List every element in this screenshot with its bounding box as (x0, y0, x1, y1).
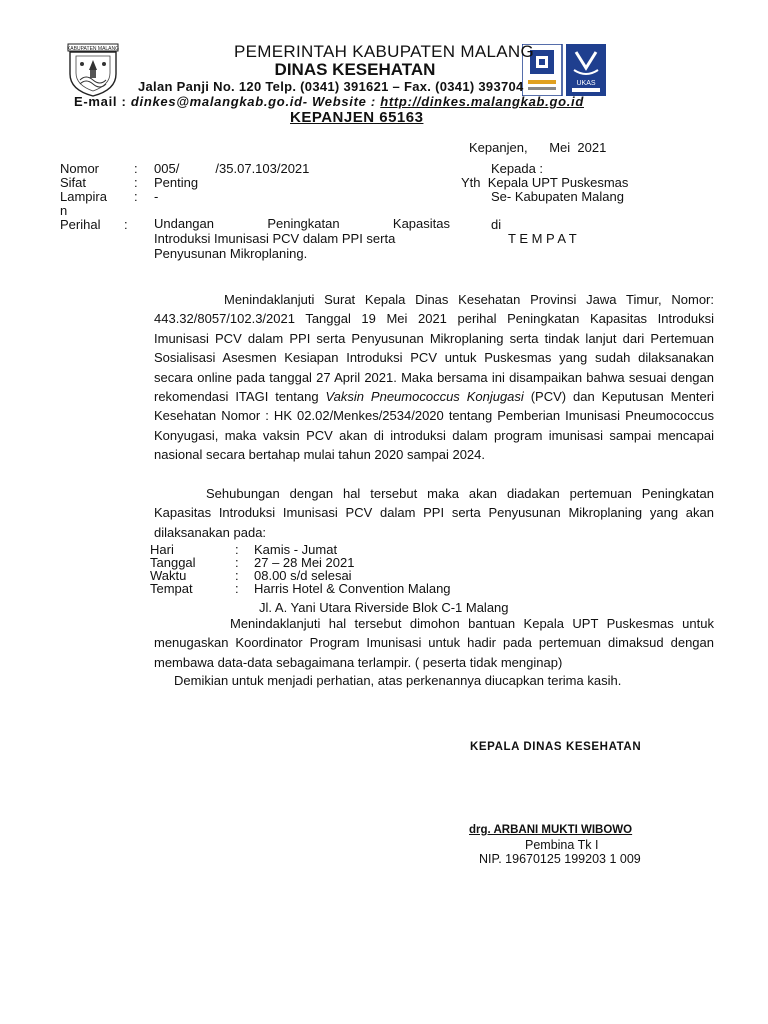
department-name: DINAS KESEHATAN (274, 60, 436, 79)
perihal-colon: : (124, 217, 128, 232)
tempat-sched-colon: : (235, 581, 239, 596)
paragraph-1-text-b: (PCV) dan Keputusan Menteri Kesehatan Nomor : HK 02.02/Menkes/2534/2020 tentang Pemberian Imunisasi Pneumococcus Konyugasi, maka vaksin PCV akan di introduksi dalam program imunisasi sampai mencapai nasional secara bertahap mulai tahun 2020 sampai 2024. (154, 389, 714, 463)
tanggal-label: Tanggal (150, 555, 196, 570)
paragraph-2: Sehubungan dengan hal tersebut maka akan diadakan pertemuan Peningkatan Kapasitas Introduksi Imunisasi PCV dalam PPI serta Penyusunan Mikroplaning yang akan dilaksanakan pada: (154, 486, 714, 540)
paragraph-3: Menindaklanjuti hal tersebut dimohon bantuan Kepala UPT Puskesmas untuk menugaskan Koordinator Program Imunisasi untuk hadir pada pertemuan dimaksud dengan membawa data-data sebagaimana terlampir. ( peserta tidak menginap) (154, 616, 714, 670)
lampiran-colon: : (134, 189, 138, 204)
hari-label: Hari (150, 542, 174, 557)
email-address[interactable]: dinkes@malangkab.go.id (130, 94, 303, 109)
hari-colon: : (235, 542, 239, 557)
sifat-colon: : (134, 175, 138, 190)
tanggal-value: 27 – 28 Mei 2021 (254, 555, 355, 570)
hari-value: Kamis - Jumat (254, 542, 338, 557)
recipient-area: Se- Kabupaten Malang (491, 189, 624, 204)
waktu-value: 08.00 s/d selesai (254, 568, 352, 583)
perihal-subject (154, 216, 450, 261)
email-label: E-mail : (74, 94, 127, 109)
perihal-line-2: Introduksi Imunisasi PCV dalam PPI serta (154, 231, 396, 246)
kepada-label: Kepada : (491, 161, 544, 176)
contact-line (74, 94, 584, 109)
sifat-value: Penting (154, 175, 199, 190)
tempat-sched-label: Tempat (150, 581, 193, 596)
nomor-value: 005/ /35.07.103/2021 (154, 161, 310, 176)
signatory-rank: Pembina Tk I (525, 838, 599, 852)
government-name: PEMERINTAH KABUPATEN MALANG (234, 42, 534, 61)
lampiran-value: - (154, 189, 159, 204)
di-label: di (491, 217, 502, 232)
signatory-nip: NIP. 19670125 199203 1 009 (479, 852, 641, 866)
tempat-sched-value: Harris Hotel & Convention Malang (254, 581, 451, 596)
city-postal: KEPANJEN 65163 (290, 109, 424, 126)
paragraph-1-italic: Vaksin Pneumococcus Konjugasi (325, 389, 524, 405)
svg-text:UKAS: UKAS (576, 80, 596, 87)
paragraph-1 (154, 290, 714, 465)
perihal-word-1: Undangan (154, 216, 214, 231)
waktu-colon: : (235, 568, 239, 583)
lampiran-label-cont: n (60, 203, 68, 218)
tanggal-colon: : (235, 555, 239, 570)
office-address: Jalan Panji No. 120 Telp. (0341) 391621 – Fax. (0341) 393704 (138, 79, 524, 94)
lampiran-label: Lampira (60, 189, 107, 204)
svg-text:KABUPATEN MALANG: KABUPATEN MALANG (66, 46, 120, 52)
paragraph-4: Demikian untuk menjadi perhatian, atas perkenannya diucapkan terima kasih. (174, 673, 622, 688)
sifat-label: Sifat (60, 175, 87, 190)
nomor-label: Nomor (60, 161, 100, 176)
tempat-label: T E M P A T (508, 231, 577, 246)
recipient-title: Yth Kepala UPT Puskesmas (461, 175, 629, 190)
nomor-colon: : (134, 161, 138, 176)
signatory-title: KEPALA DINAS KESEHATAN (470, 741, 642, 753)
paragraph-1-text-a: Menindaklanjuti Surat Kepala Dinas Kesehatan Provinsi Jawa Timur, Nomor: 443.32/8057/102.3/2021 Tanggal 19 Mei 2021 perihal Peningkatan Kapasitas Introduksi Imunisasi PCV dalam PPI serta Penyusunan Mikroplaning serta tindak lanjut dari Pertemuan Sosialisasi Asesmen Kesiapan Introduksi PCV untuk Puskesmas yang sudah dilaksanakan secara online pada tanggal 27 April 2021. Maka bersama ini disampaikan bahwa sesuai dengan rekomendasi ITAGI tentang (154, 292, 714, 405)
perihal-line-3: Penyusunan Mikroplaning. (154, 246, 308, 261)
perihal-label: Perihal (60, 217, 101, 232)
website-link[interactable]: http://dinkes.malangkab.go.id (380, 94, 584, 109)
letter-date: Kepanjen, Mei 2021 (469, 140, 607, 155)
perihal-word-2: Peningkatan (267, 216, 340, 231)
perihal-word-3: Kapasitas (392, 216, 450, 231)
signatory-name: drg. ARBANI MUKTI WIBOWO (469, 824, 633, 836)
website-label: - Website : (302, 94, 376, 109)
waktu-label: Waktu (150, 568, 187, 583)
venue-address: Jl. A. Yani Utara Riverside Blok C-1 Malang (259, 600, 509, 615)
